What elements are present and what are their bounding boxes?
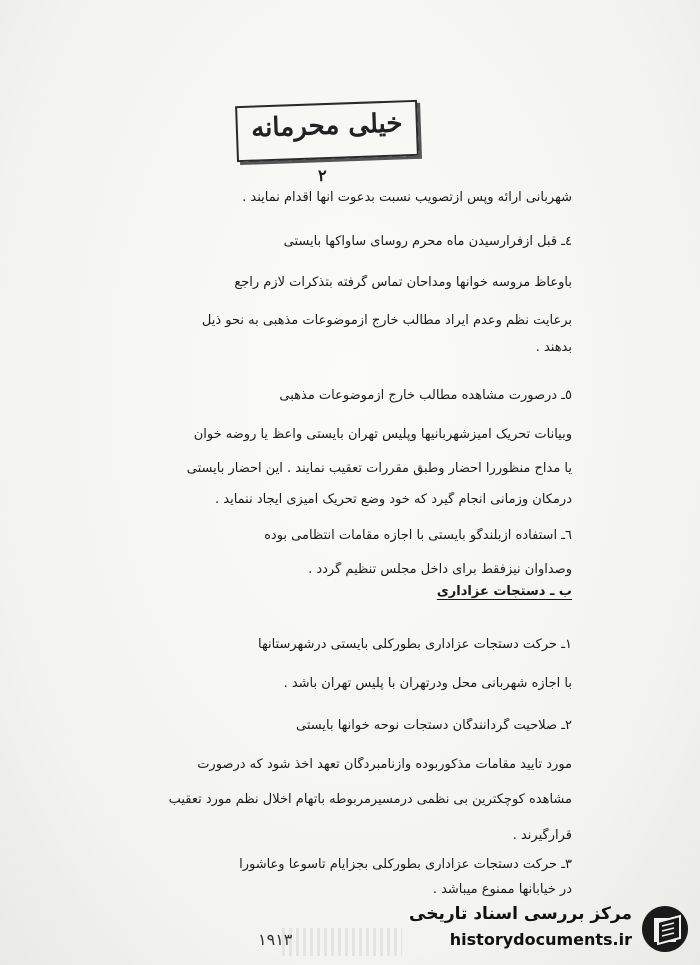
document-line: بدهند . (535, 340, 572, 355)
section-heading: ب ـ دستجات عزاداری (436, 584, 572, 599)
document-line: ۱ـ حرکت دستجات عزاداری بطورکلی بایستی درشهرستانها (258, 637, 572, 652)
document-line: ٥ـ درصورت مشاهده مطالب خارج ازموضوعات مذهبی (279, 388, 572, 403)
classification-stamp-text: خیلی محرمانه (250, 108, 403, 144)
document-line: وصداوآن نیزفقط برای داخل مجلس تنظیم گردد . (308, 562, 572, 577)
document-line: باوعاظ مروسه خوانها ومداحان تماس گرفته بتذکرات لازم راجع (234, 275, 572, 290)
archive-number: ۱۹۱۳ (258, 930, 293, 949)
stamp-smudge (282, 928, 402, 956)
archive-number-stamp (252, 924, 412, 958)
document-line: یا مداح منظوررا احضار وطبق مقررات تعقیب نمایند . این احضار بایستی (186, 461, 572, 476)
watermark-title: مرکز بررسی اسناد تاریخی (409, 904, 632, 924)
document-line: در خیابانها ممنوع میباشد . (432, 882, 572, 897)
document-line: برعایت نظم وعدم ایراد مطالب خارج ازموضوعات مذهبی به نحو ذیل (201, 313, 572, 328)
document-line: قرارگیرند . (512, 828, 572, 843)
archive-logo-icon (640, 904, 690, 954)
watermark-url: historydocuments.ir (449, 930, 632, 949)
document-line: ٦ـ استفاده ازبلندگو بایستی با اجازه مقامات انتظامی بوده (264, 528, 572, 543)
document-line: درمکان وزمانی انجام گیرد که خود وضع تحریک آمیزی ایجاد ننماید . (215, 492, 572, 507)
classification-stamp (235, 100, 419, 162)
document-line: مشاهده کوچکترین بی نظمی درمسیرمربوطه باتهام اخلال نظم مورد تعقیب (168, 792, 572, 807)
document-line: ۳ـ حرکت دستجات عزاداری بطورکلی بجزایام تاسوعا وعاشورا (239, 857, 572, 872)
document-line: شهربانی ارائه وپس ازتصویب نسبت بدعوت آنها اقدام نمایند . (242, 190, 572, 205)
document-line: با اجازه شهربانی محل ودرتهران با پلیس تهران باشد . (283, 676, 572, 691)
document-line: وبیانات تحریک آمیزشهربانیها وپلیس تهران بایستی واعظ یا روضه خوان (193, 427, 572, 442)
document-line: ۲ـ صلاحیت گردانندگان دستجات نوحه خوانها بایستی (296, 718, 572, 733)
watermark (408, 896, 698, 962)
page-number: ۲ (318, 166, 327, 185)
document-line: ٤ـ قبل ازفرارسیدن ماه محرم روسای ساواکها بایستی (283, 234, 572, 249)
document-line: مورد تایید مقامات مذکوربوده وازنامبردگان تعهد اخذ شود که درصورت (197, 757, 572, 772)
